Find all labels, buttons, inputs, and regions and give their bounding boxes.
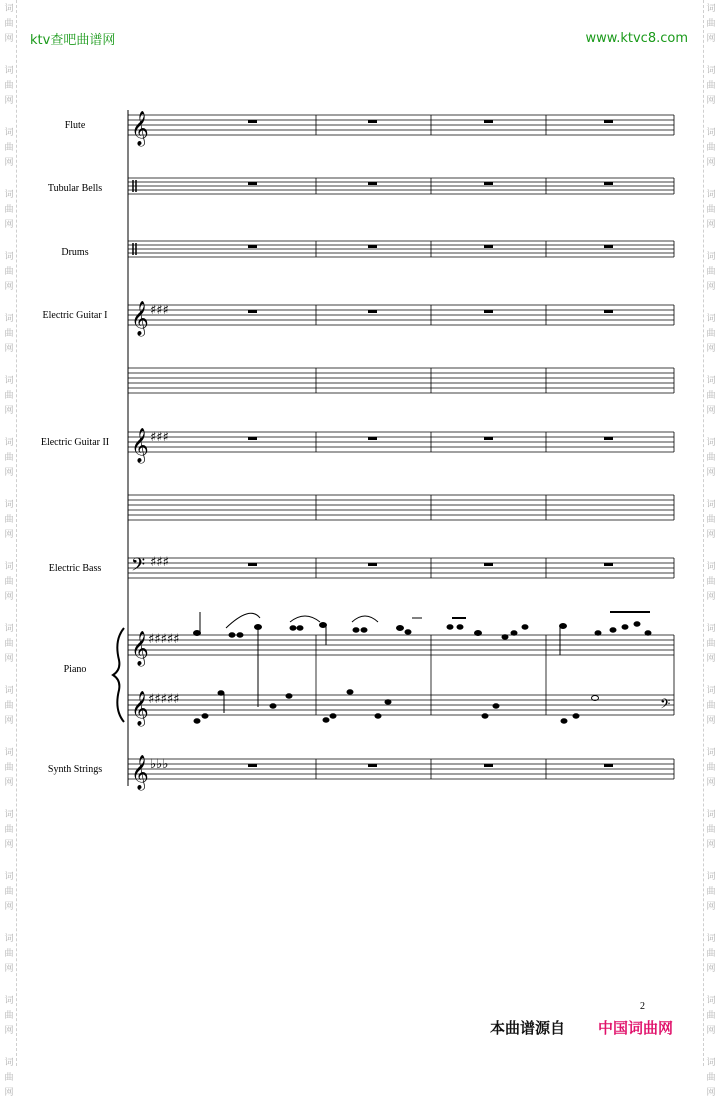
piano-brace xyxy=(113,628,124,722)
watermark-block: 词 曲 网 xyxy=(706,1058,716,1098)
piano-notes xyxy=(194,612,652,723)
footer-site-name: 中国词曲网 xyxy=(598,1019,674,1037)
watermark-block: 词 曲 网 xyxy=(4,996,14,1036)
treble-clef-icon: 𝄞 xyxy=(131,631,149,666)
watermark-block: 词 曲 网 xyxy=(706,438,716,478)
sharp-key-signature: ♯♯♯ xyxy=(150,555,169,570)
watermark-block: 词 曲 网 xyxy=(706,66,716,106)
watermark-block: 词 曲 网 xyxy=(706,252,716,292)
watermark-block: 词 曲 网 xyxy=(4,314,14,354)
staff-electric-guitar-2 xyxy=(128,432,674,452)
watermark-block: 词 曲 网 xyxy=(4,1058,14,1098)
watermark-block: 词 曲 网 xyxy=(4,4,14,44)
site-url-header: www.ktvc8.com xyxy=(585,31,688,46)
instrument-label-piano: Piano xyxy=(63,664,87,675)
watermark-block: 词 曲 网 xyxy=(4,500,14,540)
treble-clef-icon: 𝄞 xyxy=(131,301,149,336)
staff-drums xyxy=(128,241,674,257)
watermark-block: 词 曲 网 xyxy=(706,934,716,974)
watermark-block: 词 曲 网 xyxy=(706,314,716,354)
watermark-block: 词 曲 网 xyxy=(706,624,716,664)
staff-piano-treble xyxy=(128,635,674,715)
whole-rests xyxy=(248,120,613,767)
sharp-key-signature: ♯♯♯ xyxy=(150,430,169,445)
watermark-block: 词 曲 网 xyxy=(4,376,14,416)
bass-clef-icon: 𝄢 xyxy=(660,696,671,715)
watermark-block: 词 曲 网 xyxy=(706,686,716,726)
sharp-key-signature: ♯♯♯ xyxy=(150,303,169,318)
watermark-block: 词 曲 网 xyxy=(706,500,716,540)
watermark-block: 词 曲 网 xyxy=(706,376,716,416)
instrument-label-tubular-bells: Tubular Bells xyxy=(47,183,103,194)
tab-staff-guitar-2 xyxy=(128,495,674,520)
page-number: 2 xyxy=(640,1001,645,1012)
staff-flute xyxy=(128,115,674,135)
watermark-block: 词 曲 网 xyxy=(706,4,716,44)
staff-synth-strings xyxy=(128,759,674,779)
watermark-block: 词 曲 网 xyxy=(4,190,14,230)
instrument-label-electric-guitar-1: Electric Guitar I xyxy=(42,310,108,321)
watermark-block: 词 曲 网 xyxy=(4,438,14,478)
sharp-key-signature: ♯♯♯♯♯ xyxy=(148,632,180,647)
watermark-block: 词 曲 网 xyxy=(706,872,716,912)
watermark-block: 词 曲 网 xyxy=(4,562,14,602)
staff-piano-bass xyxy=(128,695,674,715)
instrument-label-flute: Flute xyxy=(64,120,86,131)
staff-electric-guitar-1 xyxy=(128,305,674,325)
tab-staff-guitar-1 xyxy=(128,368,674,393)
watermark-block: 词 曲 网 xyxy=(4,686,14,726)
watermark-block: 词 曲 网 xyxy=(4,748,14,788)
watermark-block: 词 曲 网 xyxy=(706,190,716,230)
instrument-label-synth-strings: Synth Strings xyxy=(47,764,103,775)
watermark-block: 词 曲 网 xyxy=(706,128,716,168)
staff-tubular-bells xyxy=(128,178,674,194)
treble-clef-icon: 𝄞 xyxy=(131,691,149,726)
footer-source-text: 本曲谱源自 xyxy=(490,1019,566,1037)
site-name-header: ktv查吧曲谱网 xyxy=(30,33,116,48)
watermark-block: 词 曲 网 xyxy=(4,252,14,292)
watermark-block: 词 曲 网 xyxy=(4,810,14,850)
watermark-block: 词 曲 网 xyxy=(4,872,14,912)
watermark-block: 词 曲 网 xyxy=(4,934,14,974)
watermark-block: 词 曲 网 xyxy=(706,562,716,602)
watermark-block: 词 曲 网 xyxy=(4,624,14,664)
staff-electric-bass xyxy=(128,558,674,578)
instrument-label-electric-bass: Electric Bass xyxy=(48,563,102,574)
watermark-block: 词 曲 网 xyxy=(706,810,716,850)
bass-clef-icon: 𝄢 xyxy=(131,555,146,580)
watermark-block: 词 曲 网 xyxy=(706,748,716,788)
sharp-key-signature: ♯♯♯♯♯ xyxy=(148,692,180,707)
treble-clef-icon: 𝄞 xyxy=(131,755,149,790)
watermark-block: 词 曲 网 xyxy=(4,66,14,106)
flat-key-signature: ♭♭♭ xyxy=(150,757,169,772)
treble-clef-icon: 𝄞 xyxy=(131,111,149,146)
instrument-label-drums: Drums xyxy=(61,247,89,258)
treble-clef-icon: 𝄞 xyxy=(131,428,149,463)
watermark-block: 词 曲 网 xyxy=(706,996,716,1036)
watermark-block: 词 曲 网 xyxy=(4,128,14,168)
instrument-label-electric-guitar-2: Electric Guitar II xyxy=(40,437,110,448)
